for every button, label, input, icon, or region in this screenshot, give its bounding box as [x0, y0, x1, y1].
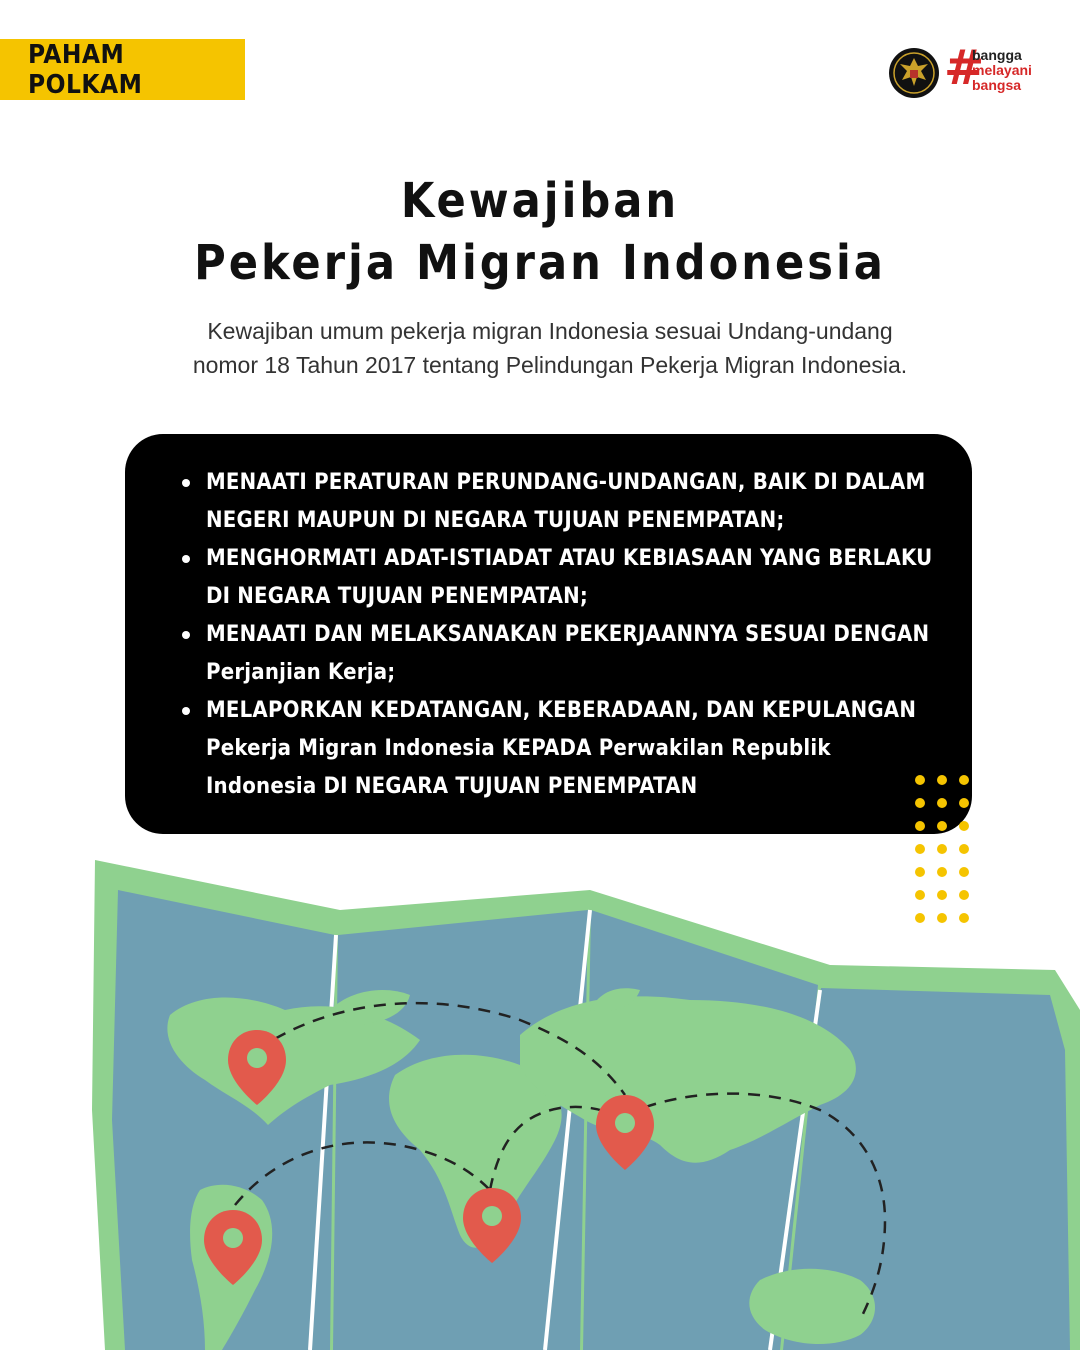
brand-logo: [888, 36, 1058, 102]
obligations-list: [180, 464, 940, 806]
category-tag: [0, 39, 245, 100]
tagline-line-2: melayani: [972, 62, 1032, 78]
page-subtitle: Kewajiban umum pekerja migran Indonesia sesuai Undang-undang nomor 18 Tahun 2017 tentang Pelindungan Pekerja Migran Indonesia.: [192, 318, 908, 378]
hashtag-mark: #: [944, 40, 985, 96]
tagline-line-3: bangsa: [972, 77, 1022, 93]
obligation-item: MENAATI DAN MELAKSANAKAN PEKERJAANNYA SESUAI DENGAN Perjanjian Kerja;: [180, 616, 940, 692]
brand-tagline: [972, 48, 1032, 93]
obligation-item: MELAPORKAN KEDATANGAN, KEBERADAAN, DAN KEPULANGAN Pekerja Migran Indonesia KEPADA Perwakilan Republik Indonesia DI NEGARA TUJUAN PENEMPATAN: [180, 692, 940, 806]
obligation-item: MENGHORMATI ADAT-ISTIADAT ATAU KEBIASAAN YANG BERLAKU DI NEGARA TUJUAN PENEMPATAN;: [180, 540, 940, 616]
garuda-emblem-icon: [888, 40, 940, 102]
category-tag-label: PAHAM POLKAM: [28, 39, 143, 100]
page-title-line-1: Kewajiban: [400, 173, 680, 229]
tagline-line-1: bangga: [972, 47, 1022, 63]
obligation-item: MENAATI PERATURAN PERUNDANG-UNDANGAN, BAIK DI DALAM NEGERI MAUPUN DI NEGARA TUJUAN PENEMPATAN;: [180, 464, 940, 540]
page-title: [0, 170, 1080, 294]
world-map-icon: [0, 850, 1080, 1350]
page-title-line-2: Pekerja Migran Indonesia: [194, 235, 886, 291]
